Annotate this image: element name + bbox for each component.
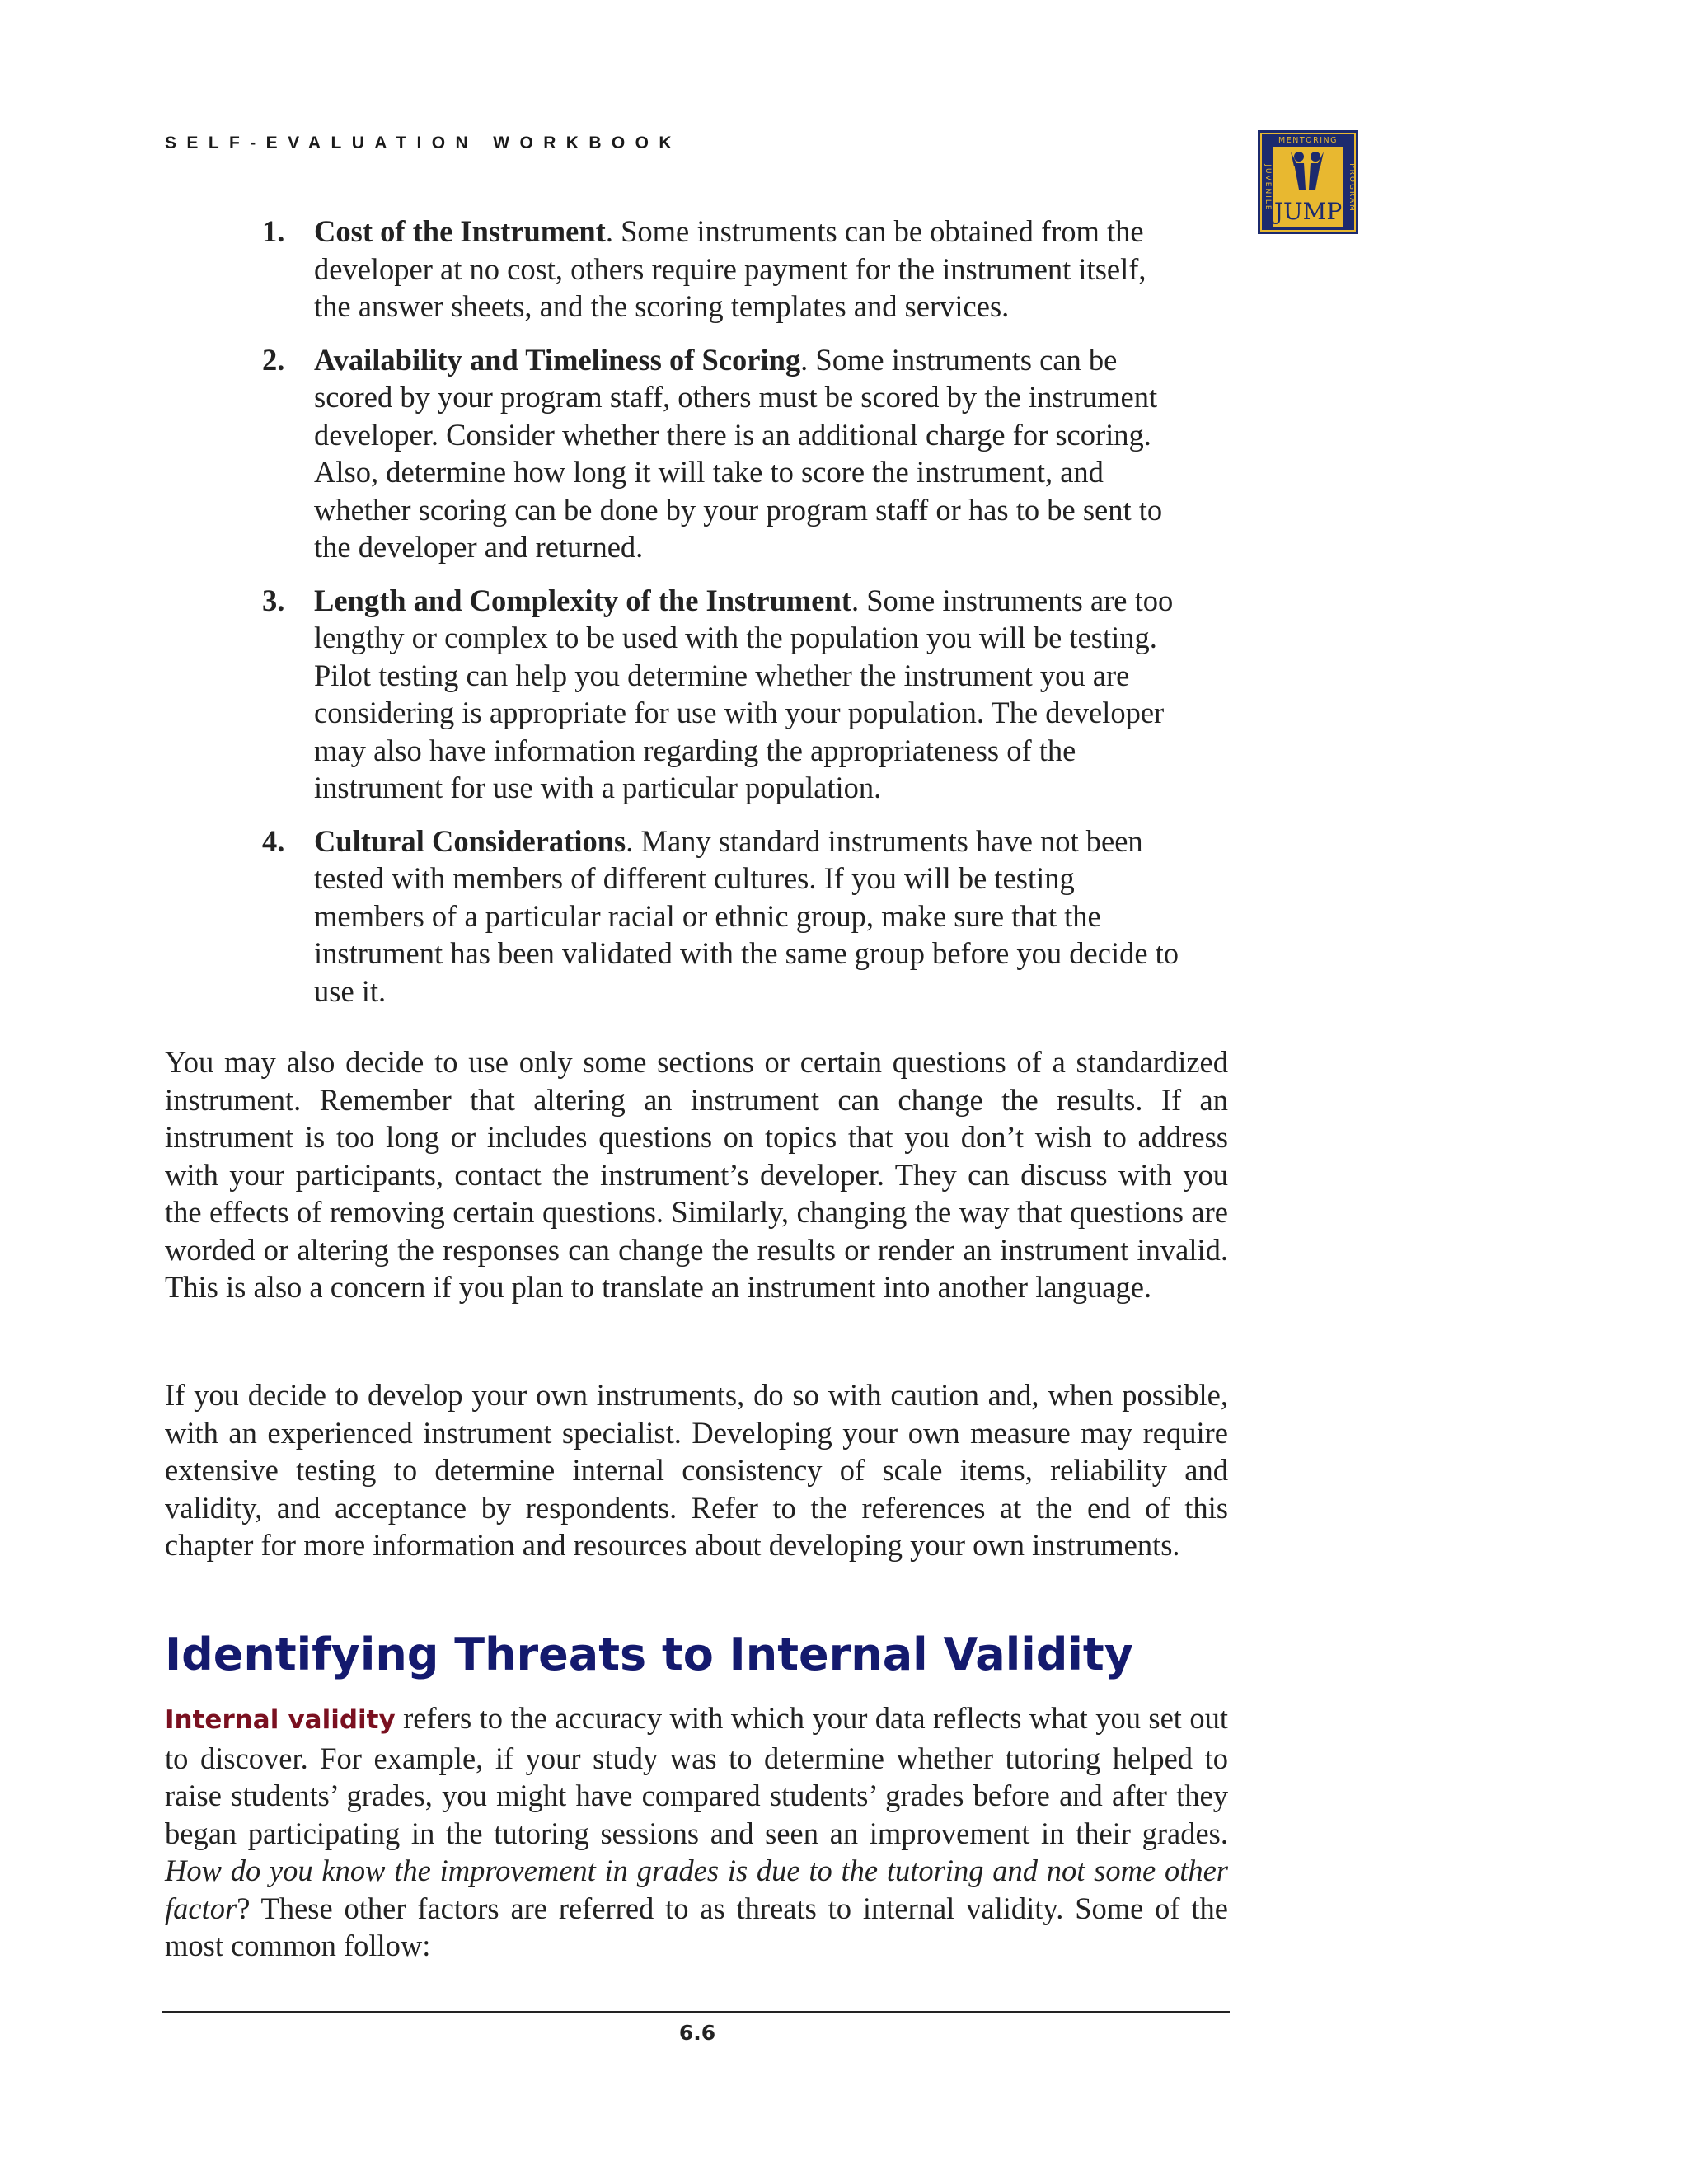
paragraph-text: If you decide to develop your own instruments, do so with caution and, when possible, with an experienced instrument specialist. Developing your own measure may require extensive testing to determine internal consistency of scale items, reliability and validity, and acceptance by respondents. Refer to the references at the end of this chapter for more information and resources about developing your own instruments. [165, 1378, 1228, 1562]
paragraph-text: ? These other factors are referred to as threats to internal validity. Some of the most common follow: [165, 1891, 1228, 1962]
list-item-term: Cultural Considerations [314, 823, 626, 858]
logo-text-left: JUVENILE [1264, 164, 1272, 212]
logo-text-top: MENTORING [1278, 136, 1338, 145]
list-item [165, 341, 1187, 566]
paragraph-text: refers to the accuracy with which your data reflects what you set out to discover. For example, if your study was to determine whether tutoring helped to raise students’ grades, you might have compared students’ grades before and after they began participating in the tutoring sessions and seen an improvement in their grades. [165, 1701, 1228, 1850]
list-item [165, 213, 1187, 326]
italic-question: How do you know the improvement in grades is due to the tutoring and not some other factor [165, 1854, 1228, 1925]
logo-text-main: JUMP [1273, 198, 1343, 225]
list-item-text: . Some instruments can be obtained from the developer at no cost, others require payment for the instrument itself, the answer sheets, and the scoring templates and services. [314, 214, 1146, 323]
logo-text-right: PROGRAM [1348, 163, 1356, 213]
list-item-number: 2. [262, 342, 285, 377]
key-term: Internal validity [165, 1705, 396, 1735]
list-item-term: Length and Complexity of the Instrument [314, 583, 851, 617]
list-item-text: . Some instruments are too lengthy or complex to be used with the population you will be testing. Pilot testing can help you determine whether the instrument you are considering is appropriate for use with your population. The developer may also have information regarding the appropriateness of the instrument for use with a particular population. [314, 583, 1174, 804]
list-item-number: 1. [262, 214, 285, 248]
list-item-number: 3. [262, 583, 285, 617]
list-item [165, 823, 1187, 1010]
paragraph-text: You may also decide to use only some sections or certain questions of a standardized instrument. Remember that altering an instrument can change the results. If an instrument is too long or includes questions on topics that you don’t wish to address with your participants, contact the instrument’s developer. They can discuss with you the effects of removing certain questions. Similarly, changing the way that questions are worded or altering the responses can change the results or render an instrument invalid. This is also a concern if you plan to translate an instrument into another language. [165, 1045, 1228, 1304]
paragraph-internal-validity [165, 1699, 1228, 1965]
list-item-number: 4. [262, 823, 285, 858]
list-item [165, 582, 1187, 807]
list-item-term: Cost of the Instrument [314, 214, 606, 248]
list-item-text: . Some instruments can be scored by your program staff, others must be scored by the instrument developer. Consider whether there is an additional charge for scoring. Also, determine how long it will take to score the instrument, and whether scoring can be done by your program staff or has to be sent to the developer and returned. [314, 342, 1163, 564]
paragraph-develop-instruments [165, 1376, 1228, 1564]
jump-logo [1258, 130, 1358, 234]
section-heading: Identifying Threats to Internal Validity [165, 1629, 1133, 1680]
footer-rule [162, 2011, 1230, 2013]
running-head: SELF-EVALUATION WORKBOOK [165, 134, 682, 152]
page-number: 6.6 [678, 2021, 716, 2045]
list-item-text: . Many standard instruments have not been tested with members of different cultures. If you will be testing members of a particular racial or ethnic group, make sure that the instrument has been validated with the same group before you decide to use it. [314, 823, 1179, 1008]
paragraph-altering-instruments [165, 1043, 1228, 1306]
list-item-term: Availability and Timeliness of Scoring [314, 342, 801, 377]
considerations-list [165, 213, 1187, 1025]
